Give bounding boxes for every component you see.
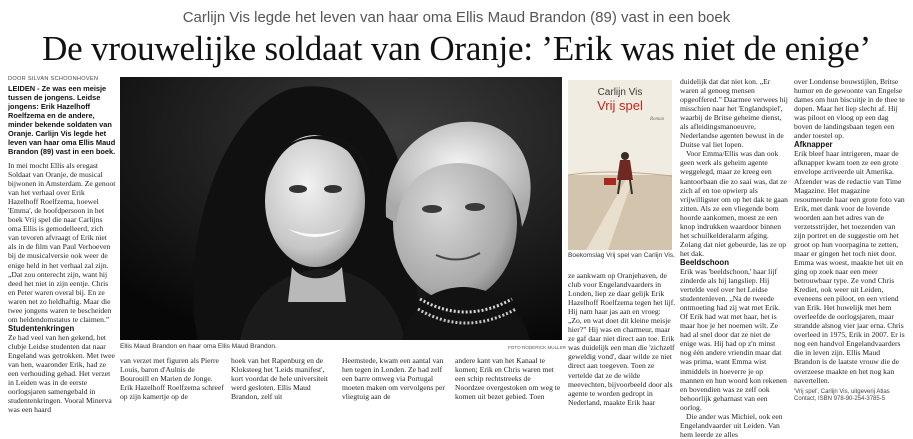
book-cover: [568, 80, 672, 250]
book-title: Vrij spel: [597, 98, 643, 113]
article-headline: De vrouwelijke soldaat van Oranje: ’Erik was niet de enige’: [42, 29, 871, 68]
article-paragraph: Voor Emma/Ellis was dan ook geen werk als geheim agente weggelegd, maar ze kreeg een kantoorbaan die zo saai was, dat ze zich af en toe opwierp als vrijwilligster om op het dak te gaan zitten. Als ze een vliegende bom hoorde aankomen, moest ze een knop indrukken waardoor binnen het schuilkelderalarm afging. Zolang dat niet gebeurde, las ze op het dak.: [680, 149, 788, 258]
article-column-8: [794, 77, 906, 422]
article-paragraph: duidelijk dat dat niet kon. „Er waren al genoeg mensen opgeoffered.” Daarmee verwees hij misschien naar het 'Englandspiel', waarbij de Britse geheime dienst, als afleidingsmanoeuvre, Nederlandse agenten bewust in de Duitse val liet lopen.: [680, 77, 788, 150]
article-column-2: van verzet met figuren als Pierre Louis, baron d'Aulnis de Bourouill en Marien de Jonge. Erik Hazelhoff Roelfzema schreef op zijn kamertje op de: [120, 356, 224, 402]
article-paragraph: Erik was 'beeldschoon,' haar lijf zinderde als hij langsliep. Hij vertelde veel over het Leidse studentenleven. „Na de tweede ontmoeting had zij wat met Erik. Of Erik had wat met haar, het is maar hoe je het noemen wilt. Ze had al snel door dat ze niet de enige was. Hij had op z'n minst nog één andere vriendin maar dat was prima, want Emma wist inmiddels in hoeverre je op mannen en hun woord kon rekenen en bovendien was ze zelf ook behoorlijk geharnast van een oorlog.: [680, 266, 787, 412]
portrait-photo-illustration: [120, 77, 562, 340]
article-column-7: [680, 77, 788, 439]
article-column-5: andere kant van het Kanaal te komen; Erik en Chris waren met een schip rechtstreeks de Noordzee overgestoken om weg te komen uit bezet gebied. Toen: [455, 356, 561, 402]
article-paragraph: Die ander was Michiel, ook een Engelandvaarder uit Leiden. Van hem leerde ze alles: [680, 411, 783, 439]
book-caption: Boekomslag Vrij spel van Carlijn Vis.: [568, 252, 676, 259]
main-photo: [120, 77, 562, 340]
article-paragraph: In mei mocht Ellis als eregast Soldaat van Oranje, de musical bijwonen in Amsterdam. Ze genoot van het verhaal over Erik Hazelhoff Roelfzema, hoewel 'Emma', de hoofdpersoon in het boek Vrij spel die naar Carlijns oma Ellis is gemodelleerd, zich van tevoren afvraagt of Erik niet als in de film van Paul Verhoeven bij de musicalversie ook weer de enige held in het verhaal zal zijn. „Dat zou onterecht zijn, want hij deed het niet in zijn eentje. Chris en Peter waren overal bij. En ze waren net zo heldhaftig. Maar die twee jongens waren te bescheiden om heldendomstatus te claimen.”: [8, 161, 116, 324]
article-column-3: hoek van het Rapenburg en de Kloksteeg het 'Leids manifest', kort voordat de hele universiteit werd gesloten. Ellis Maud Brandon, zelf uit: [231, 356, 329, 402]
book-info-note: 'Vrij spel', Carlijn Vis, uitgeverij Atlas Contact, ISBN 978-90-254-3785-5: [794, 388, 890, 403]
article-lead: LEIDEN - Ze was een meisje tussen de jongens. Leidse jongens: Erik Hazelhoff Roelfzema en de andere, minder bekende soldaten van Oranje. Carlijn Vis legde het leven van haar oma Ellis Maud Brandon (89) vast in een boek.: [8, 84, 116, 156]
article-column-4: Heemstede, kwam een aantal van hen tegen in Londen. Ze had zelf een barre omweg via Portugal moeten maken om vervolgens per vliegtuig aan de: [342, 356, 445, 402]
section-subheading: Beeldschoon: [680, 257, 729, 267]
section-subheading: Studentenkringen: [8, 323, 75, 333]
article-byline: DOOR SILVAN SCHOONHOVEN: [8, 76, 99, 82]
article-paragraph: over Londense bouwstijlen, Britse humor en de gewoonte van Engelse dames om hun biscuitje in de thee te dopen. Maar het liep slecht af. Hij was piloot en vloog op een dag boven de landingsbaan tegen een ander toestel op.: [794, 77, 905, 141]
section-subheading: Afknapper: [794, 140, 833, 150]
article-column-1: [8, 84, 116, 422]
article-paragraph: Ze had veel van hen gekend, het clubje Leidse studenten dat naar Engeland was getrokken. Met twee van hen, waaronder Erik, had ze een verhouding gehad. Het verzet in Leiden was in de eerste oorlogsjaren samengebald in studentenkringen. Vooral Minerva was een haard: [8, 332, 115, 415]
article-paragraph: Erik bleef haar intrigeren, maar de afknapper kwam toen ze een grote envelope arriveerde uit Amerika. Afzender was de redactie van Time Magazine. Het magazine resoumeerde haar een grote foto van Erik, met dank voor de lovende woorden aan het adres van de verzetsstrijder, het toezenden van zijn portret en de suggestie om het groot op hun voorpagina te zetten, maar er gingen het toch niet door. Emma was woest, maakte het uit en ging op zoek naar een meer betrouwbaar type. Ze vond Chris Krediet, ook weer uit Leiden, eveneens een piloot, en een vriend van Erik. Het huwelijk met hem overleefde de oorlogsjaren, maar strandde alsnog vier jaar erna. Chris overleed in 1975, Erik in 2007. Er is nog een handvol Engelandvaarders die in leven zijn. Ellis Maud Brandon is de laatste vrouw die de overzeese maakte en het nog kan navertellen.: [794, 149, 905, 385]
book-genre-label: Roman: [650, 117, 665, 122]
article-column-6: ze aankwam op Oranjehaven, de club voor Engelandvaarders in Londen, liep ze daar gelijk Erik Hazelhoff Roelfzema tegen het lijf. Hij nam haar jas aan en vroeg: „Zo, en wat doet dit kleine meisje hier?” Hij was en charmeur, maar ze gaf daar niet direct aan toe. Erik was duidelijk een man die 'zichzelf geweldig vond', daar wilde ze niet direct aan toegeven. Toen ze vertelde dat ze de wilde meevechten, bijvoorbeeld door als agente te worden gedropt in Nederland, maakte Erik haar: [568, 271, 676, 407]
book-author: Carlijn Vis: [597, 87, 643, 98]
photo-caption: Ellis Maud Brandon en haar oma Ellis Maud Brandon.: [120, 343, 277, 350]
article-kicker: Carlijn Vis legde het leven van haar oma Ellis Maud Brandon (89) vast in een boek: [182, 9, 731, 26]
photo-credit: FOTO RODERICK MULLER: [508, 345, 567, 350]
